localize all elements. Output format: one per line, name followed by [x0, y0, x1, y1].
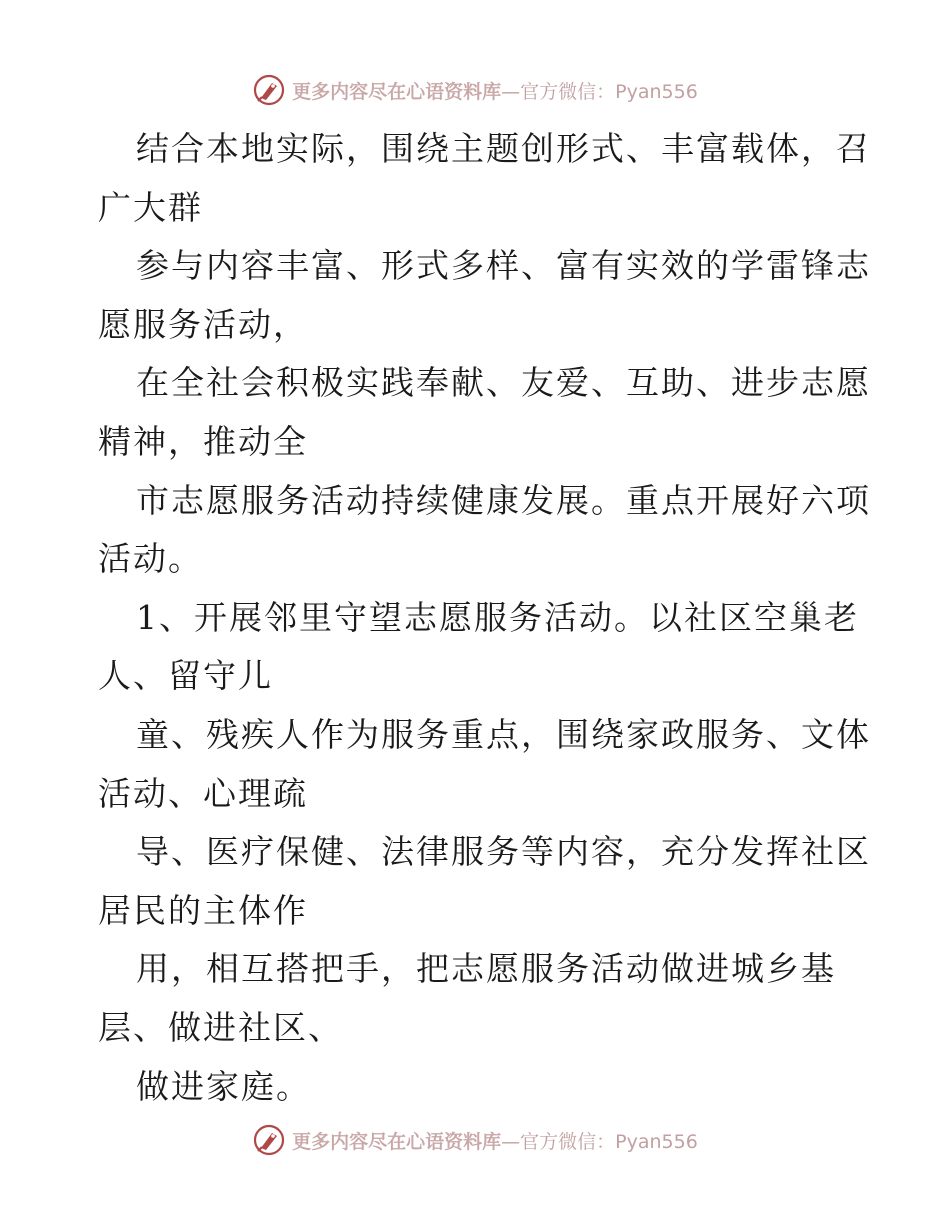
watermark-text: 更多内容尽在心语资料库—官方微信：Pyan556: [292, 1130, 698, 1153]
pen-nib-circle-icon: [252, 1123, 286, 1157]
text-line: 用，相互搭把手，把志愿服务活动做进城乡基: [136, 949, 836, 989]
footer-watermark: [0, 1120, 950, 1160]
text-line: 精神，推动全: [98, 421, 308, 461]
text-line: 广大群: [98, 187, 203, 227]
text-line: 参与内容丰富、形式多样、富有实效的学雷锋志: [136, 246, 871, 286]
document-body: [98, 120, 871, 1116]
watermark-text: 更多内容尽在心语资料库—官方微信：Pyan556: [292, 80, 698, 103]
text-line: 人、留守儿: [98, 656, 273, 696]
text-line: 童、残疾人作为服务重点，围绕家政服务、文体: [136, 714, 871, 754]
header-watermark: [0, 70, 950, 110]
text-line: 活动、心理疏: [98, 773, 308, 813]
pen-nib-circle-icon: [252, 73, 286, 107]
text-line: 层、做进社区、: [98, 1007, 343, 1047]
text-line: 结合本地实际，围绕主题创形式、丰富载体，召: [136, 129, 871, 168]
text-line: 导、医疗保健、法律服务等内容，充分发挥社区: [136, 832, 871, 872]
text-line: 在全社会积极实践奉献、友爱、互助、进步志愿: [136, 363, 871, 403]
text-line: 1、开展邻里守望志愿服务活动。以社区空巢老: [136, 597, 859, 637]
text-line: 市志愿服务活动持续健康发展。重点开展好六项: [136, 480, 871, 520]
text-line: 活动。: [98, 539, 203, 579]
text-line: 居民的主体作: [98, 890, 308, 930]
text-line: 做进家庭。: [136, 1066, 311, 1106]
text-line: 愿服务活动，: [98, 304, 308, 344]
